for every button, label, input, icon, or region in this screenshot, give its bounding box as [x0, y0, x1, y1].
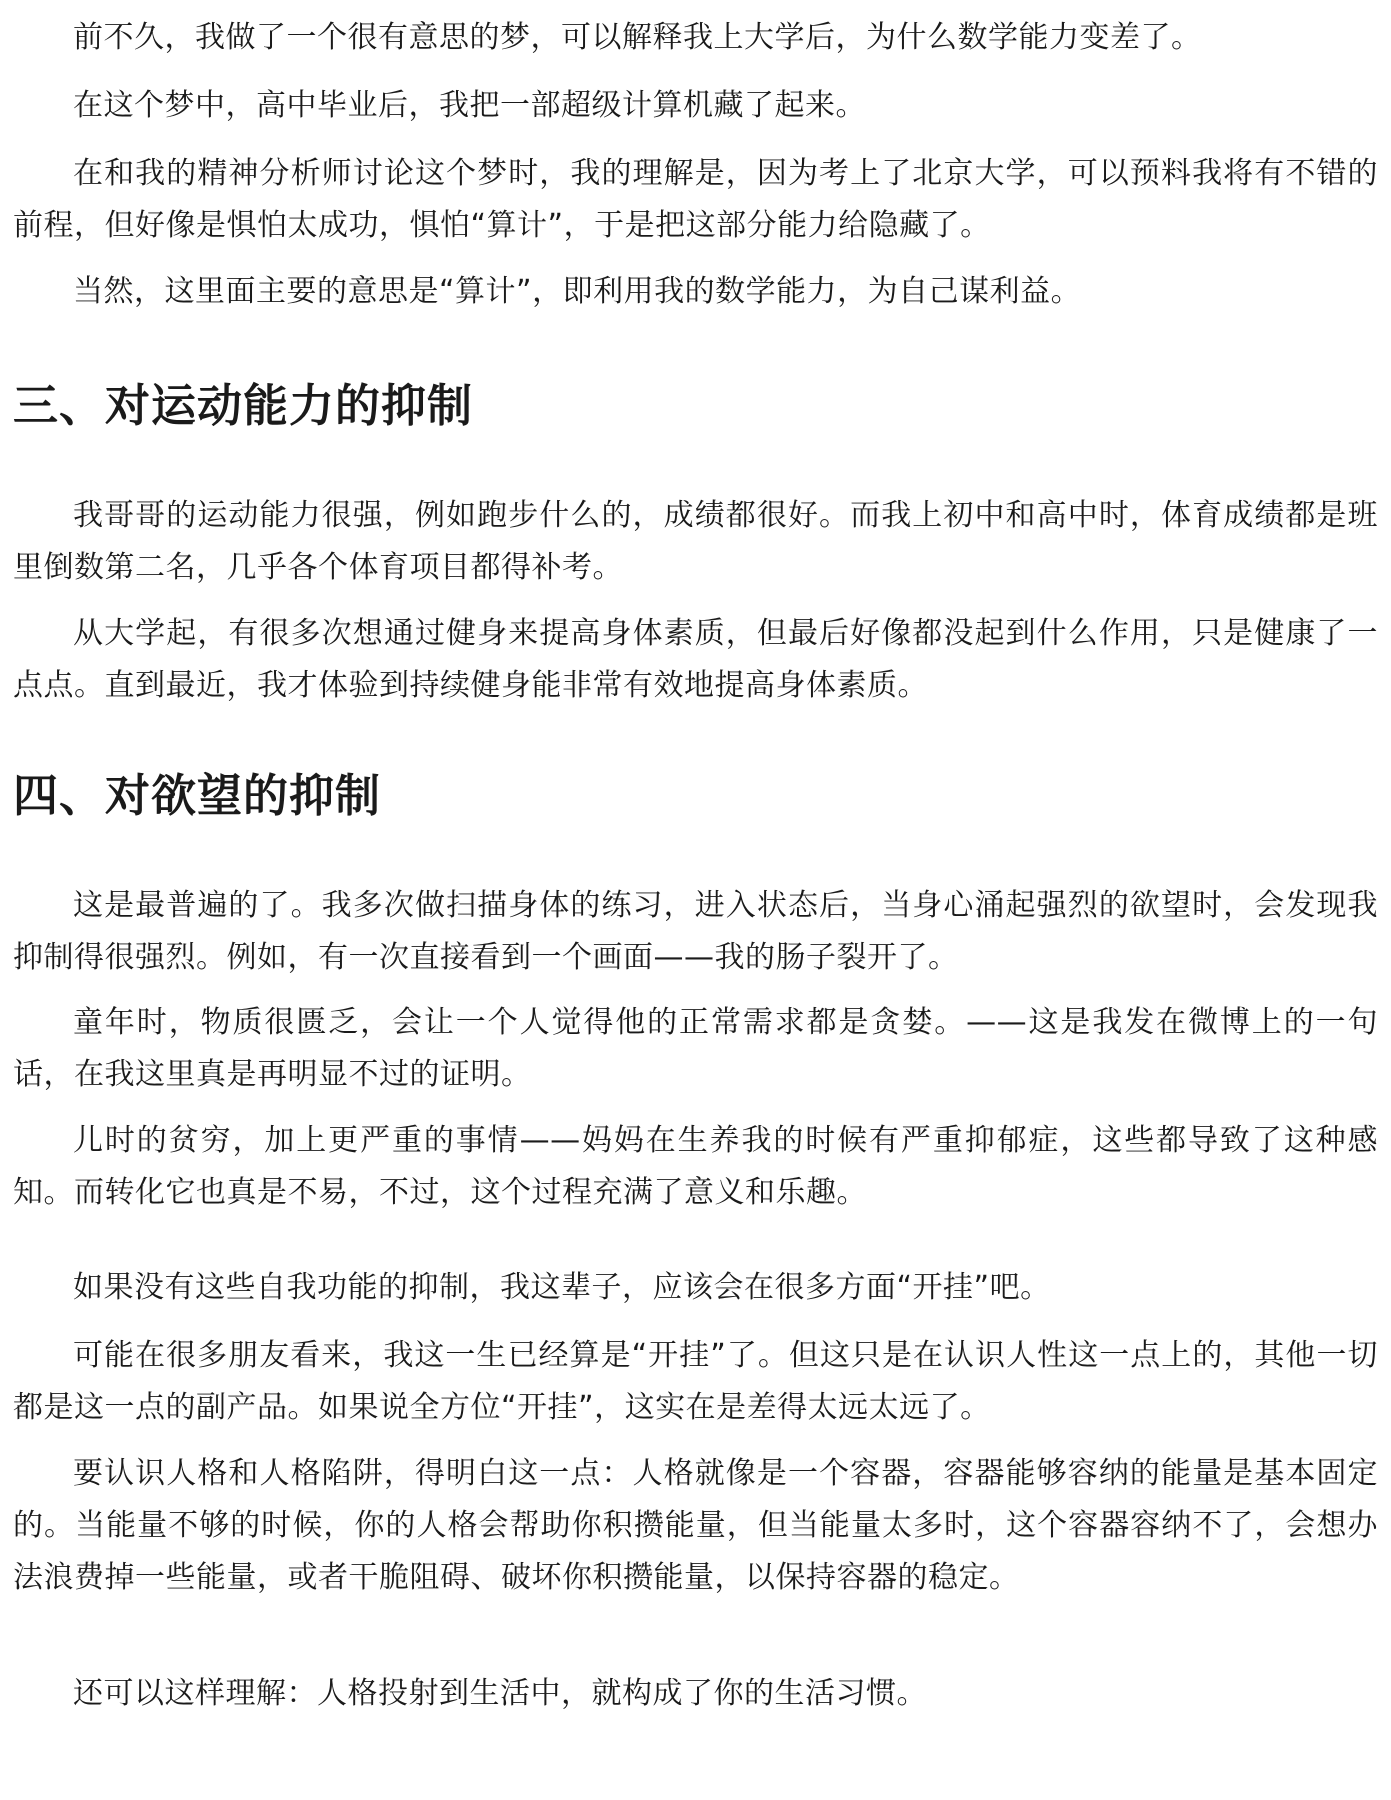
- section-heading: 三、对运动能力的抑制: [13, 379, 474, 432]
- paragraph: 当然，这里面主要的意思是“算计”，即利用我的数学能力，为自己谋利益。: [73, 274, 1082, 309]
- paragraph: 在和我的精神分析师讨论这个梦时，我的理解是，因为考上了北京大学，可以预料我将有不错的前程，但好像是惧怕太成功，惧怕“算计”，于是把这部分能力给隐藏了。: [13, 156, 1378, 243]
- paragraph: 从大学起，有很多次想通过健身来提高身体素质，但最后好像都没起到什么作用，只是健康了一点点。直到最近，我才体验到持续健身能非常有效地提高身体素质。: [13, 616, 1378, 703]
- paragraph: 我哥哥的运动能力很强，例如跑步什么的，成绩都很好。而我上初中和高中时，体育成绩都是班里倒数第二名，几乎各个体育项目都得补考。: [13, 498, 1378, 585]
- paragraph: 可能在很多朋友看来，我这一生已经算是“开挂”了。但这只是在认识人性这一点上的，其他一切都是这一点的副产品。如果说全方位“开挂”，这实在是差得太远太远了。: [13, 1338, 1378, 1425]
- paragraph: 在这个梦中，高中毕业后，我把一部超级计算机藏了起来。: [73, 88, 866, 123]
- section-heading: 四、对欲望的抑制: [13, 769, 382, 822]
- paragraph: 童年时，物质很匮乏，会让一个人觉得他的正常需求都是贪婪。——这是我发在微博上的一句话，在我这里真是再明显不过的证明。: [13, 1005, 1378, 1092]
- paragraph: 还可以这样理解：人格投射到生活中，就构成了你的生活习惯。: [73, 1676, 927, 1711]
- paragraph: 如果没有这些自我功能的抑制，我这辈子，应该会在很多方面“开挂”吧。: [73, 1270, 1051, 1305]
- paragraph: 前不久，我做了一个很有意思的梦，可以解释我上大学后，为什么数学能力变差了。: [73, 20, 1202, 55]
- paragraph: 这是最普遍的了。我多次做扫描身体的练习，进入状态后，当身心涌起强烈的欲望时，会发现我抑制得很强烈。例如，有一次直接看到一个画面——我的肠子裂开了。: [13, 888, 1378, 975]
- paragraph: 要认识人格和人格陷阱，得明白这一点：人格就像是一个容器，容器能够容纳的能量是基本固定的。当能量不够的时候，你的人格会帮助你积攒能量，但当能量太多时，这个容器容纳不了，会想办法浪费掉一些能量，或者干脆阻碍、破坏你积攒能量，以保持容器的稳定。: [13, 1456, 1378, 1595]
- document-page: [13, 0, 1378, 1800]
- paragraph: 儿时的贫穷，加上更严重的事情——妈妈在生养我的时候有严重抑郁症，这些都导致了这种感知。而转化它也真是不易，不过，这个过程充满了意义和乐趣。: [13, 1123, 1378, 1210]
